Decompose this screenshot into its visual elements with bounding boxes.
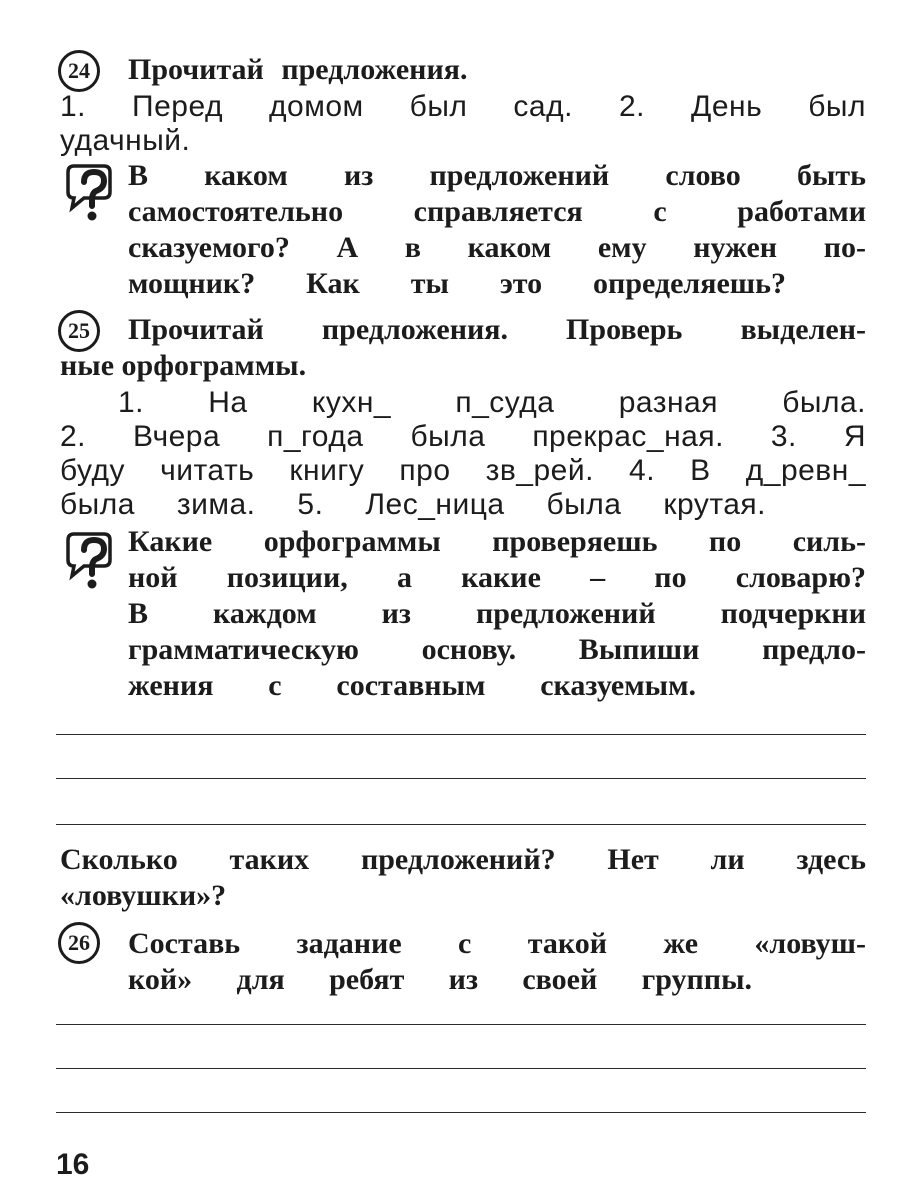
question-mark-icon bbox=[62, 162, 122, 224]
exercise-25-instruction-line-2: ные орфограммы. bbox=[60, 349, 307, 382]
exercise-25-text-line-2: 2. Вчера п_года была прекрас_ная. 3. Я bbox=[60, 420, 866, 453]
answer-write-line[interactable] bbox=[56, 1112, 866, 1113]
answer-write-line[interactable] bbox=[56, 734, 866, 735]
exercise-24-question-line-2: самостоятельно справляется с работами bbox=[128, 195, 866, 228]
exercise-24-question-line-1: В каком из предложений слово быть bbox=[128, 159, 866, 192]
answer-write-line[interactable] bbox=[56, 824, 866, 825]
exercise-24-question-line-4: мощник? Как ты это определяешь? bbox=[128, 267, 786, 300]
exercise-24-question-line-3: сказуемого? А в каком ему нужен по- bbox=[128, 231, 866, 264]
question-mark-icon bbox=[62, 530, 122, 592]
exercise-25-badge: 25 bbox=[58, 310, 100, 352]
exercise-26-text-line-2: кой» для ребят из своей группы. bbox=[128, 963, 752, 996]
exercise-25-instruction-line-1: Прочитай предложения. Проверь выделен- bbox=[128, 313, 866, 346]
exercise-25-text-line-1: 1. На кухн_ п_суда разная была. bbox=[118, 386, 866, 419]
exercise-24-instruction: Прочитай предложения. bbox=[128, 53, 468, 86]
exercise-26-text-line-1: Составь задание с такой же «ловуш- bbox=[128, 927, 866, 960]
exercise-24-sentences-line-1: 1. Перед домом был сад. 2. День был bbox=[60, 90, 866, 123]
exercise-25-followup-line-2: «ловушки»? bbox=[60, 879, 227, 912]
answer-write-line[interactable] bbox=[56, 1024, 866, 1025]
exercise-25-question-line-3: В каждом из предложений подчеркни bbox=[128, 597, 866, 630]
exercise-24-sentences-line-2: удачный. bbox=[60, 124, 191, 157]
exercise-25-question-line-1: Какие орфограммы проверяешь по силь- bbox=[128, 525, 866, 558]
answer-write-line[interactable] bbox=[56, 1068, 866, 1069]
exercise-24-badge: 24 bbox=[58, 50, 100, 92]
exercise-26-badge: 26 bbox=[58, 922, 100, 964]
exercise-25-followup-line-1: Сколько таких предложений? Нет ли здесь bbox=[60, 843, 866, 876]
exercise-25-text-line-3: буду читать книгу про зв_рей. 4. В д_ревн_ bbox=[60, 454, 866, 487]
exercise-25-text-line-4: была зима. 5. Лес_ница была крутая. bbox=[60, 488, 766, 521]
answer-write-line[interactable] bbox=[56, 778, 866, 779]
exercise-25-question-line-5: жения с составным сказуемым. bbox=[128, 669, 696, 702]
page-number: 16 bbox=[56, 1148, 90, 1181]
exercise-25-question-line-4: грамматическую основу. Выпиши предло- bbox=[128, 633, 866, 666]
exercise-25-question-line-2: ной позиции, а какие – по словарю? bbox=[128, 561, 866, 594]
